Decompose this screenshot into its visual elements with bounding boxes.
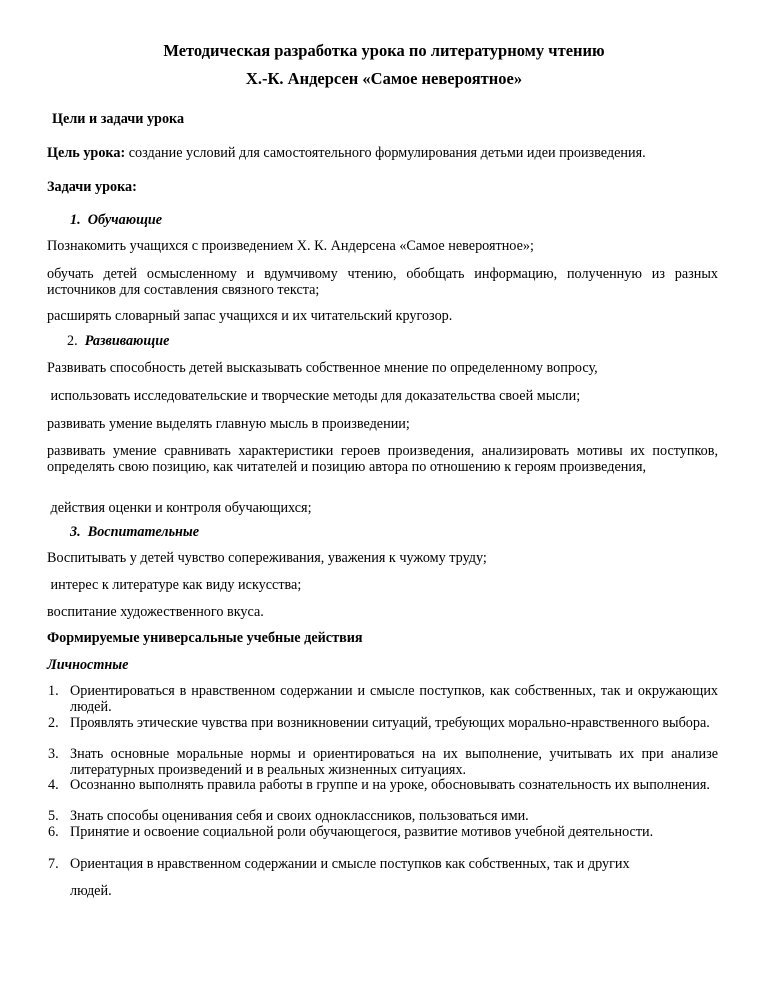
list-item-number: 7.	[48, 856, 59, 872]
list-item-number: 3.	[48, 746, 59, 762]
section-3-title: Воспитательные	[87, 524, 200, 540]
section-3-heading	[70, 524, 199, 540]
section-2-paragraph-1: Развивать способность детей высказывать собственное мнение по определенному вопросу,	[47, 360, 598, 376]
list-item	[48, 777, 718, 793]
section-2-paragraph-4: развивать умение сравнивать характеристики героев произведения, анализировать мотивы их поступков, определять свою позицию, как читателей и позицию автора по отношению к героям произведения,	[47, 443, 718, 475]
list-item	[48, 808, 718, 824]
list-item	[48, 715, 718, 731]
list-item	[70, 883, 718, 899]
section-1-title: Обучающие	[87, 212, 163, 228]
list-item-number: 1.	[48, 683, 59, 699]
goal-label: Цель урока:	[47, 145, 126, 161]
list-item-number: 2.	[48, 715, 59, 731]
section-2-heading	[67, 333, 169, 349]
list-item-text: Ориентироваться в нравственном содержании и смысле поступков, как собственных, так и окружающих людей.	[70, 683, 718, 715]
section-3-paragraph-2: интерес к литературе как виду искусства;	[47, 577, 302, 593]
list-item-text: Осознанно выполнять правила работы в группе и на уроке, обосновывать сознательность их выполнения.	[70, 777, 710, 793]
section-2-number: 2.	[67, 333, 78, 349]
list-item	[48, 856, 718, 872]
section-3-number: 3.	[70, 524, 81, 540]
section-3-paragraph-1: Воспитывать у детей чувство сопереживания, уважения к чужому труду;	[47, 550, 487, 566]
section-1-paragraph-2: обучать детей осмысленному и вдумчивому чтению, обобщать информацию, полученную из разных источников для составления связного текста;	[47, 266, 718, 298]
list-item	[48, 683, 718, 715]
list-item-number: 5.	[48, 808, 59, 824]
goal-paragraph	[47, 145, 727, 161]
list-item-text: Принятие и освоение социальной роли обучающегося, развитие мотивов учебной деятельности.	[70, 824, 654, 840]
list-item	[48, 746, 718, 778]
section-2-paragraph-3: развивать умение выделять главную мысль в произведении;	[47, 416, 410, 432]
doc-title-line-1: Методическая разработка урока по литературному чтению	[163, 41, 605, 60]
section-3-paragraph-3: воспитание художественного вкуса.	[47, 604, 264, 620]
personal-heading: Личностные	[47, 657, 129, 673]
goal-text: создание условий для самостоятельного формулирования детьми идеи произведения.	[125, 145, 646, 161]
list-item-text: Знать способы оценивания себя и своих одноклассников, пользоваться ими.	[70, 808, 529, 824]
list-item-number: 6.	[48, 824, 59, 840]
tasks-heading: Задачи урока:	[47, 179, 137, 195]
list-item-text: Проявлять этические чувства при возникновении ситуаций, требующих морально-нравственного выбора.	[70, 715, 710, 731]
goals-heading: Цели и задачи урока	[52, 111, 185, 127]
uud-heading: Формируемые универсальные учебные действия	[47, 630, 363, 646]
section-1-paragraph-1: Познакомить учащихся с произведением Х. К. Андерсена «Самое невероятное»;	[47, 238, 534, 254]
section-1-number: 1.	[70, 212, 81, 228]
list-item-text: людей.	[70, 883, 112, 899]
section-2-paragraph-5: действия оценки и контроля обучающихся;	[47, 500, 312, 516]
list-item	[48, 824, 718, 840]
section-2-paragraph-2: использовать исследовательские и творческие методы для доказательства своей мысли;	[47, 388, 581, 404]
section-1-heading	[70, 212, 162, 228]
section-2-title: Развивающие	[84, 333, 170, 349]
list-item-text: Знать основные моральные нормы и ориентироваться на их выполнение, учитывать их при анализе литературных произведений и в реальных жизненных ситуациях.	[70, 746, 718, 778]
doc-title-line-2: Х.-К. Андерсен «Самое невероятное»	[245, 69, 523, 88]
list-item-number: 4.	[48, 777, 59, 793]
section-1-paragraph-3: расширять словарный запас учащихся и их читательский кругозор.	[47, 308, 453, 324]
list-item-text: Ориентация в нравственном содержании и смысле поступков как собственных, так и других	[70, 856, 630, 872]
